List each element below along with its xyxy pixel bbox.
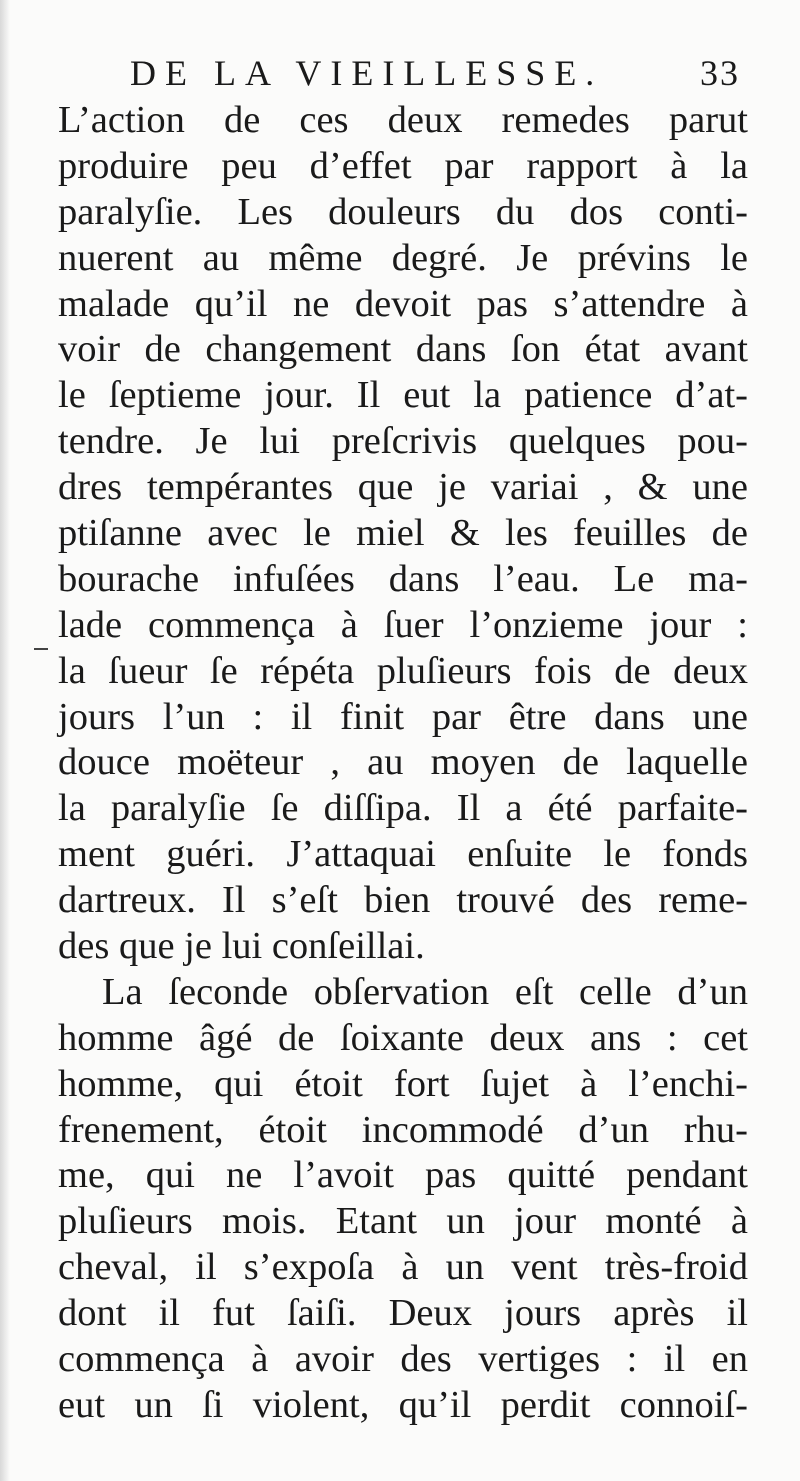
- paragraph-start-line: La ſeconde obſervation eſt celle d’un: [102, 970, 748, 1013]
- text-line: tendre. Je lui preſcrivis quelques pou-: [58, 420, 748, 463]
- text-line: pluſieurs mois. Etant un jour monté à: [58, 1200, 748, 1243]
- text-line: voir de changement dans ſon état avant: [58, 328, 748, 371]
- body-text: [58, 98, 748, 1429]
- margin-dash-mark: [34, 648, 48, 650]
- text-line: dres tempérantes que je variai , & une: [58, 466, 748, 509]
- text-line: cheval, il s’expoſa à un vent très-froid: [58, 1246, 748, 1289]
- paragraph-end-line: des que je lui conſeillai.: [58, 925, 425, 968]
- text-line: bourache infuſées dans l’eau. Le ma-: [58, 557, 748, 600]
- text-line: frenement, étoit incommodé d’un rhu-: [58, 1108, 748, 1151]
- text-line: produire peu d’effet par rapport à la: [58, 144, 748, 187]
- text-line: commença à avoir des vertiges : il en: [58, 1338, 748, 1381]
- text-line: dartreux. Il s’eſt bien trouvé des reme-: [58, 879, 748, 922]
- text-line: me, qui ne l’avoit pas quitté pendant: [58, 1154, 748, 1197]
- text-line: L’action de ces deux remedes parut: [58, 99, 748, 141]
- text-line: ment guéri. J’attaquai enſuite le fonds: [58, 833, 748, 876]
- text-line: homme, qui étoit fort ſujet à l’enchi-: [58, 1062, 748, 1105]
- text-line: lade commença à ſuer l’onzieme jour :: [58, 603, 748, 646]
- text-line: eut un ſi violent, qu’il perdit connoiſ-: [58, 1383, 748, 1426]
- running-head: [130, 52, 740, 98]
- text-line: dont il fut ſaiſi. Deux jours après il: [58, 1292, 748, 1335]
- running-head-title: DE LA VIEILLESSE.: [130, 53, 604, 93]
- text-line: jours l’un : il finit par être dans une: [58, 695, 748, 738]
- text-line: malade qu’il ne devoit pas s’attendre à: [58, 282, 748, 325]
- text-line: nuerent au même degré. Je prévins le: [58, 236, 748, 279]
- text-line: homme âgé de ſoixante deux ans : cet: [58, 1016, 748, 1059]
- page-number: 33: [700, 53, 740, 93]
- text-line: le ſeptieme jour. Il eut la patience d’at-: [58, 374, 748, 417]
- text-line: paralyſie. Les douleurs du dos conti-: [58, 190, 748, 233]
- text-line: la ſueur ſe répéta pluſieurs fois de deux: [58, 649, 748, 692]
- text-line: la paralyſie ſe diſſipa. Il a été parfaite-: [58, 787, 748, 830]
- text-line: ptiſanne avec le miel & les feuilles de: [58, 512, 748, 555]
- page-edge-shadow: [0, 0, 10, 1481]
- text-line: douce moëteur , au moyen de laquelle: [58, 741, 748, 784]
